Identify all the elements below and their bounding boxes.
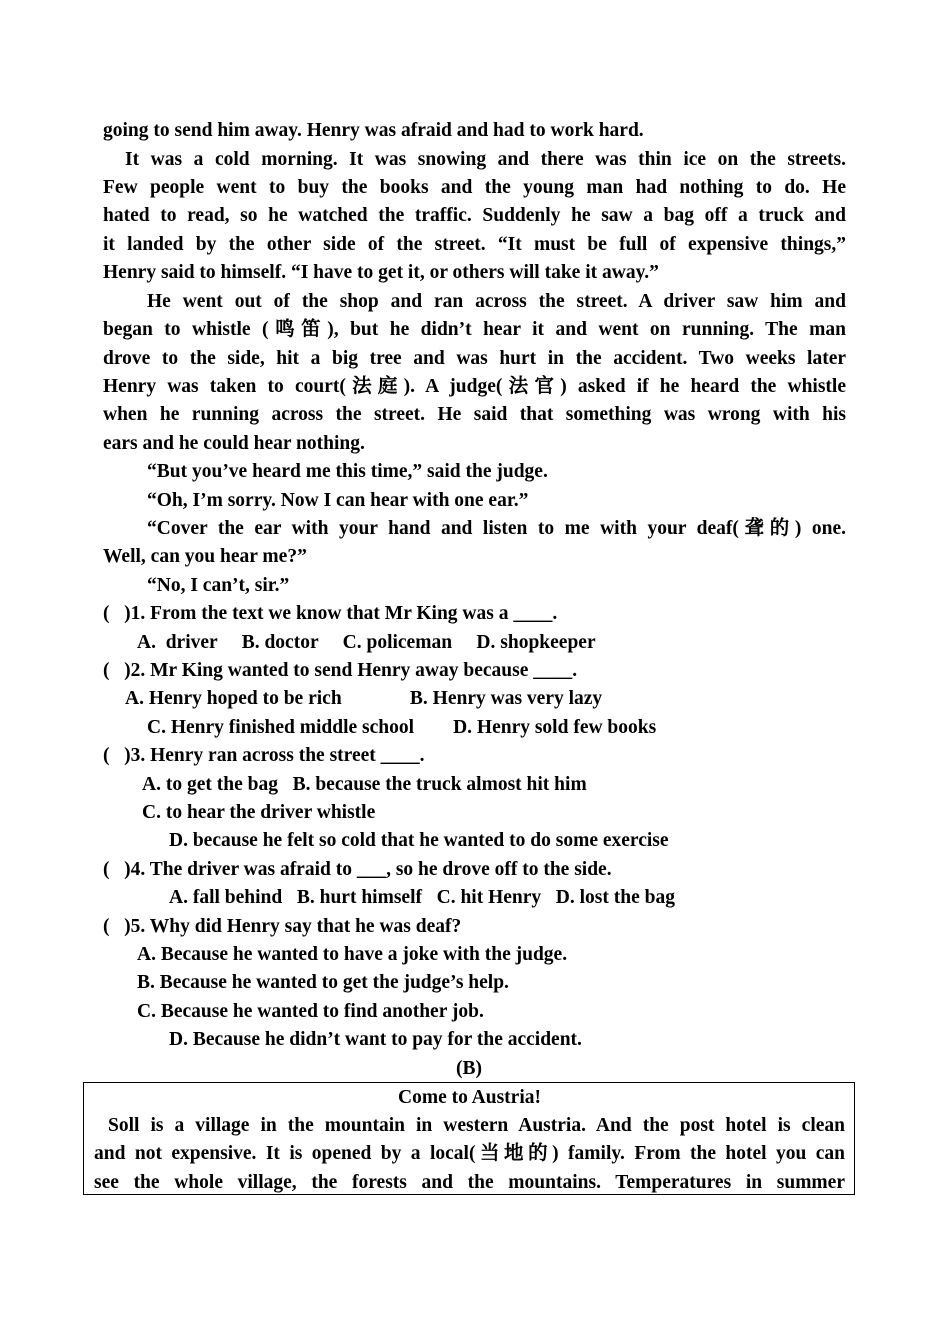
question-stem: ( )4. The driver was afraid to ___, so he drove off to the side. [103,859,612,880]
passage-line: ears and he could hear nothing. [103,433,365,454]
dialogue-line: “Oh, I’m sorry. Now I can hear with one ear.” [147,490,529,511]
question-stem: ( )5. Why did Henry say that he was deaf? [103,916,462,937]
passage-line: He went out of the shop and ran across the street. A driver saw him and [147,291,846,312]
question-options: C. Because he wanted to find another job. [137,1001,484,1022]
question-stem: ( )1. From the text we know that Mr King was a ____. [103,603,558,624]
dialogue-line: “But you’ve heard me this time,” said the judge. [147,461,548,482]
passage-line: Henry was taken to court(法庭). A judge(法官) asked if he heard the whistle [103,376,846,397]
section-line: and not expensive. It is opened by a local(当地的) family. From the hotel you can [94,1143,845,1164]
question-options: B. Because he wanted to get the judge’s help. [137,972,509,993]
section-title: Come to Austria! [398,1087,541,1108]
passage-line: Henry said to himself. “I have to get it, or others will take it away.” [103,262,659,283]
question-options: A. driver B. doctor C. policeman D. shopkeeper [137,632,596,653]
passage-line: it landed by the other side of the street. “It must be full of expensive things,” [103,234,846,255]
passage-line: going to send him away. Henry was afraid and had to work hard. [103,120,644,141]
question-options: A. Because he wanted to have a joke with the judge. [137,944,568,965]
passage-line: hated to read, so he watched the traffic. Suddenly he saw a bag off a truck and [103,205,846,226]
passage-line: began to whistle (鸣笛), but he didn’t hear it and went on running. The man [103,319,846,340]
question-options: A. fall behind B. hurt himself C. hit Henry D. lost the bag [169,887,675,908]
section-b-box [83,1082,855,1195]
section-label: (B) [456,1058,482,1079]
passage-line: Few people went to buy the books and the young man had nothing to do. He [103,177,846,198]
question-options: A. to get the bag B. because the truck almost hit him [142,774,587,795]
section-line: Soll is a village in the mountain in western Austria. And the post hotel is clean [108,1115,845,1136]
dialogue-line: “Cover the ear with your hand and listen to me with your deaf(聋的) one. [147,518,846,539]
dialogue-line: Well, can you hear me?” [103,546,307,567]
section-line: see the whole village, the forests and the mountains. Temperatures in summer [94,1172,845,1193]
question-options: D. Because he didn’t want to pay for the accident. [169,1029,582,1050]
question-stem: ( )3. Henry ran across the street ____. [103,745,425,766]
question-options: C. to hear the driver whistle [142,802,376,823]
dialogue-line: “No, I can’t, sir.” [147,575,290,596]
passage-line: drove to the side, hit a big tree and was hurt in the accident. Two weeks later [103,348,846,369]
question-options: C. Henry finished middle school D. Henry sold few books [147,717,657,738]
passage-line: when he running across the street. He said that something was wrong with his [103,404,846,425]
question-stem: ( )2. Mr King wanted to send Henry away because ____. [103,660,578,681]
question-options: D. because he felt so cold that he wanted to do some exercise [169,830,669,851]
passage-line: It was a cold morning. It was snowing and there was thin ice on the streets. [125,149,846,170]
question-options: A. Henry hoped to be rich B. Henry was very lazy [125,688,603,709]
